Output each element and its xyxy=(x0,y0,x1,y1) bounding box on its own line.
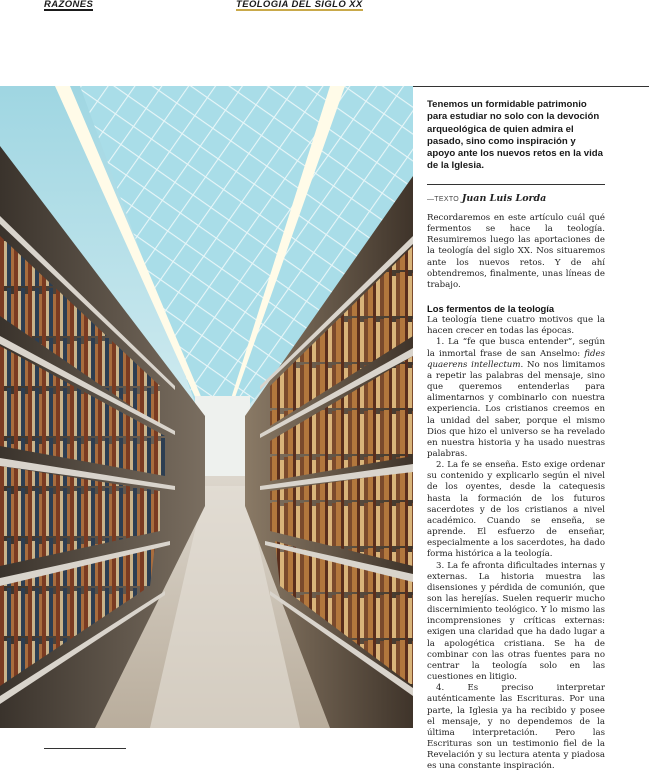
author-name: Juan Luis Lorda xyxy=(461,193,547,204)
point-1-a: 1. La “fe que busca entender”, según la inmortal frase de san Anselmo: xyxy=(427,337,605,359)
point-1 xyxy=(427,337,605,460)
footer-rule xyxy=(44,748,126,749)
point-1-b: . No nos limitamos a repetir las palabras del mensaje, sino que queremos entenderlas para alimentarnos y combinarlo con nuestra experiencia. Los cristianos creemos en la unidad del saber, porque el mismo Dios que hizo el universo se ha revelado en nuestra historia y ha usado nuestras palabras. xyxy=(427,359,605,459)
point-4: 4. Es preciso interpretar auténticamente las Escrituras. Por una parte, la Iglesia ya ha recibido y posee el mensaje, y no dependemos de la última interpretación. Pero las Escrituras son un testimonio fiel de la Revelación y su lectura atenta y piadosa es una constante inspiración. xyxy=(427,683,605,772)
point-3: 3. La fe afronta dificultades internas y externas. La historia muestra las disensiones y pérdida de comunión, que son las herejías. Suelen requerir mucho discernimiento teológico. Y lo mismo las incomprensiones y críticas externas: exigen una claridad que ha dado lugar a la apologética cristiana. Se ha de combinar con las otras fuentes para no centrar la teología solo en las cuestiones en litigio. xyxy=(427,560,605,683)
byline-label: —TEXTO xyxy=(427,196,460,203)
lead-paragraph: Tenemos un formidable patrimonio para estudiar no solo con la devoción arqueológica de quien admira el pasado, sino como inspiración y apoyo ante los nuevos retos en la vida de la Iglesia. xyxy=(427,99,603,172)
byline-rule xyxy=(427,184,605,185)
section-header: RAZONES xyxy=(44,0,94,10)
byline xyxy=(427,193,605,204)
latin-phrase: fides quaerens intellectum xyxy=(427,348,605,370)
library-photo xyxy=(0,86,413,728)
column-top-rule xyxy=(413,86,649,87)
section-heading: Los fermentos de la teología xyxy=(427,303,555,315)
point-2: 2. La fe se enseña. Esto exige ordenar su contenido y explicarlo según el nivel de los oyentes, desde la catequesis hasta la formación de los futuros sacerdotes y de los cristianos a nivel académico. Cuando se enseña, se aprende. El esfuerzo de enseñar, especialmente a los sacerdotes, ha dado forma histórica a la teología. xyxy=(427,460,605,560)
heading-intro: La teología tiene cuatro motivos que la hacen crecer en todas las épocas. xyxy=(427,315,605,337)
topic-header: TEOLOGÍA DEL SIGLO XX xyxy=(236,0,363,10)
article-body xyxy=(427,213,605,773)
intro-paragraph: Recordaremos en este artículo cuál qué fermentos se hace la teología. Resumiremos luego las aportaciones de la teología del siglo XX. Nos situaremos ante los nuevos retos. Y de ahí obtendremos, finalmente, unas líneas de trabajo. xyxy=(427,213,605,290)
